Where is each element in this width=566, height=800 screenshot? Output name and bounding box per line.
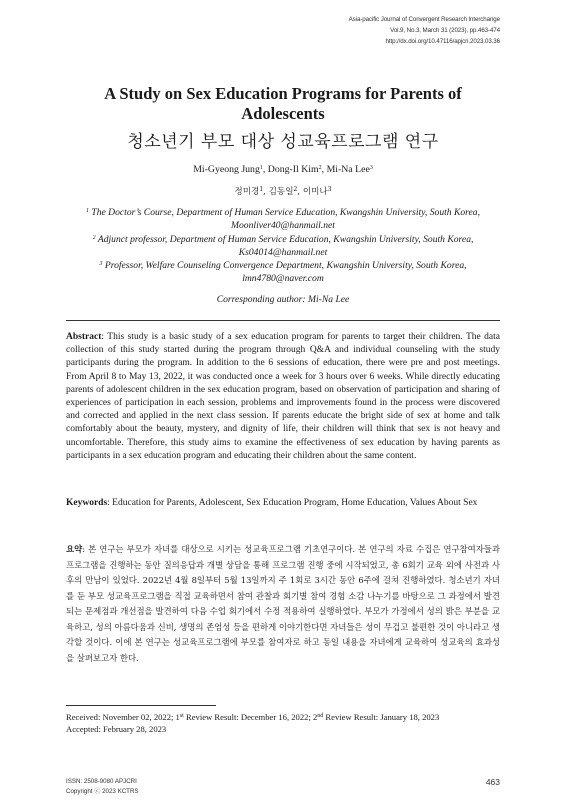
abstract-label: Abstract bbox=[66, 332, 102, 342]
abstract-korean bbox=[66, 542, 500, 666]
affiliation-mark: 2 bbox=[92, 234, 96, 241]
affiliations bbox=[66, 206, 500, 286]
copyright: Copyright ⓒ 2023 KCTRS bbox=[66, 788, 139, 795]
author-affiliation-mark: 2 bbox=[293, 186, 298, 193]
footnote-divider bbox=[66, 705, 216, 706]
author-affiliation-mark: 1 bbox=[259, 186, 264, 193]
footer-info bbox=[66, 777, 139, 797]
keywords bbox=[66, 497, 500, 510]
affiliation-mark: 1 bbox=[85, 208, 89, 214]
author-name: 이미나 bbox=[302, 187, 328, 197]
received-text: Received: November 02, 2022; 1 bbox=[66, 712, 180, 722]
author-name: Mi-Gyeong Jung bbox=[193, 164, 260, 175]
author-affiliation-mark: 2 bbox=[318, 165, 322, 171]
journal-name: Asia-pacific Journal of Convergent Research Interchange bbox=[348, 16, 500, 23]
section-divider bbox=[66, 320, 500, 321]
author-affiliation-mark: 3 bbox=[369, 165, 373, 171]
received-dates bbox=[66, 712, 506, 736]
abstract-ko-text: : 본 연구는 부모가 자녀를 대상으로 시키는 성교육프로그램 기초연구이다. 본 연구의 자료 수집은 연구참여자들과 프로그램을 진행하는 동안 질의응답과 개별 상담을 통해 프로그램 진행 중에 시작되었고, 총 6회기 교육 외에 사전과 사후의 만남이 있었다. 2022년 4월 8일부터 5월 13일까지 주 1회로 3시간 동안 6주에 걸쳐 진행하였다. 청소년기 자녀를 둔 부모 성교육프로그램을 직접 교육하면서 참여 관찰과 회기별 참여 경험 소감 나누기를 바탕으로 그 과정에서 발견되는 문제점과 개선점을 발견하여 다음 수업 회기에서 수정 적용하여 실행하였다. 부모가 가정에서 성의 밝은 부분을 교육하고, 성의 아름다움과 신비, 생명의 존엄성 등을 편하게 이야기한다면 자녀들은 성이 무겁고 불편한 것이 아니라고 생각할 것이다. 이에 본 연구는 성교육프로그램에 부모를 참여자로 하고 동일 내용을 자녀에게 교육하여 성교육의 효과성을 살펴보고자 한다. bbox=[66, 544, 500, 663]
issn: ISSN: 2508-9080 APJCRI bbox=[66, 778, 137, 785]
review-text: Review Result: January 18, 2023 bbox=[323, 712, 440, 722]
abstract-english bbox=[66, 331, 500, 463]
keywords-label: Keywords bbox=[66, 498, 108, 508]
author-affiliation-mark: 3 bbox=[327, 186, 332, 193]
journal-issue: Vol.9, No.3, March 31 (2023), pp.463-474 bbox=[390, 27, 500, 34]
affiliation-mark: 3 bbox=[99, 261, 103, 268]
abstract-text: : This study is a basic study of a sex education program for parents to target their children. The data collection of this study started during the program through Q&A and individual counseling with the study participants during the program. In addition to the 6 sessions of education, there were pre and post meetings. From April 8 to May 13, 2022, it was conducted once a week for 3 hours over 6 weeks. While directly educating parents of adolescent children in the sex education program, based on observation of participation and sharing of experiences of participation in each session, problems and improvements found in the process were discovered and corrected and applied in the next class session. If parents educate the bright side of sex at home and talk comfortably about the beauty, mystery, and dignity of life, their children will think that sex is not heavy and uncomfortable. Therefore, this study aims to examine the effectiveness of sex education by having parents as participants in a sex education program and educating their children about the same content. bbox=[66, 332, 500, 461]
corresponding-author: Corresponding author: Mi-Na Lee bbox=[216, 294, 350, 305]
paper-title-korean: 청소년기 부모 대상 성교육프로그램 연구 bbox=[127, 132, 439, 152]
author-list-english: Mi-Gyeong Jung$^1$, Dong-Il Kim$^2$, Mi-Na Lee$^3$ bbox=[193, 164, 373, 175]
affiliation-item bbox=[66, 206, 500, 233]
author-email[interactable]: Ks04014@hanmail.net bbox=[238, 246, 328, 258]
ordinal-suffix: nd bbox=[317, 713, 324, 719]
author-list-korean: 정미경$^1$, 김동일$^2$, 이미나$^3$ bbox=[234, 186, 332, 197]
review-text: Review Result: December 16, 2022; 2 bbox=[183, 712, 318, 722]
page-number: 463 bbox=[485, 777, 500, 787]
affiliation-text: Professor, Welfare Counseling Convergence Department, Kwangshin University, South Korea, bbox=[104, 260, 467, 272]
journal-doi-link[interactable]: http://dx.doi.org/10.47116/apjcri.2023.03.36 bbox=[385, 38, 500, 45]
ordinal-suffix: st bbox=[179, 713, 184, 719]
affiliation-text: Adjunct professor, Department of Human Service Education, Kwangshin University, South Korea, bbox=[97, 233, 474, 245]
affiliation-item bbox=[66, 259, 500, 286]
affiliation-item bbox=[66, 233, 500, 260]
author-email[interactable]: lmn4780@naver.com bbox=[242, 273, 324, 285]
author-name: 김동일 bbox=[268, 187, 294, 197]
keywords-text: : Education for Parents, Adolescent, Sex Education Program, Home Education, Values About Sex bbox=[107, 498, 478, 508]
journal-header bbox=[349, 14, 500, 47]
affiliation-text: The Doctor’s Course, Department of Human Service Education, Kwangshin University, South Korea, bbox=[91, 207, 480, 218]
paper-title-english: A Study on Sex Education Programs for Parents of Adolescents bbox=[104, 84, 462, 123]
accepted-text: Accepted: February 28, 2023 bbox=[66, 723, 167, 734]
author-email[interactable]: Moonliver40@hanmail.net bbox=[231, 220, 335, 232]
abstract-ko-label: 요약 bbox=[66, 544, 83, 554]
author-name: Dong-Il Kim bbox=[267, 164, 319, 175]
author-name: 정미경 bbox=[234, 187, 260, 197]
author-name: Mi-Na Lee bbox=[326, 164, 370, 175]
author-affiliation-mark: 1 bbox=[259, 165, 263, 171]
